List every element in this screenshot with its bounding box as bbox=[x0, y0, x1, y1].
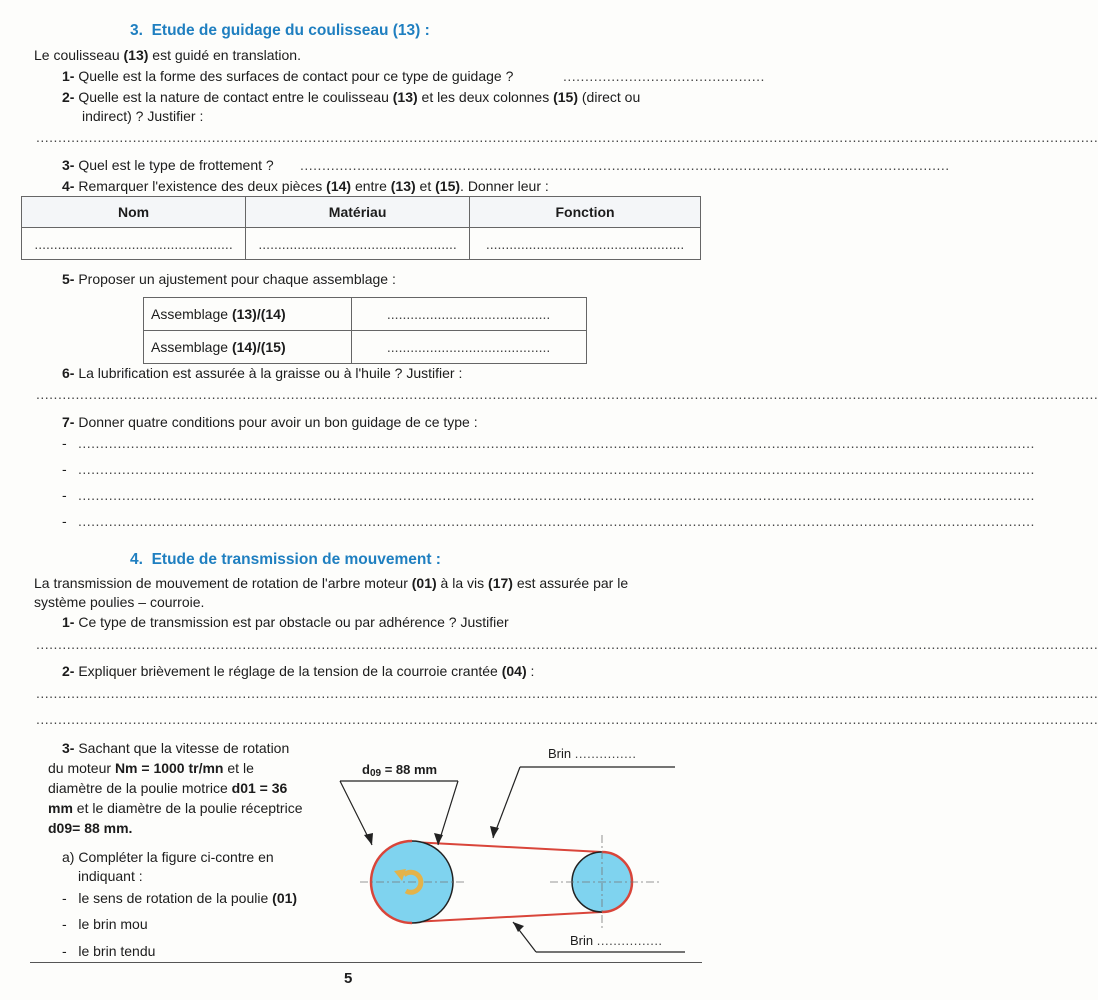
question-3-3: 3- Quel est le type de frottement ? bbox=[62, 157, 274, 173]
bullet: - bbox=[62, 461, 67, 477]
pieces-table-row bbox=[22, 228, 701, 260]
qa-item: - le sens de rotation de la poulie (01) bbox=[62, 890, 298, 906]
question-3-2-line2: indirect) ? Justifier : bbox=[82, 108, 204, 124]
col-materiau: Matériau bbox=[246, 197, 470, 228]
arrowhead-icon bbox=[490, 826, 499, 838]
question-4-3: 3- Sachant que la vitesse de rotation bbox=[62, 740, 290, 756]
question-4-1: 1- Ce type de transmission est par obstacle ou par adhérence ? Justifier bbox=[62, 614, 509, 630]
answer-4-1-line[interactable]: .................................................................................................................................................................................................................................................. bbox=[36, 636, 1098, 652]
fonction-answer-cell[interactable]: ................................................... bbox=[470, 228, 701, 260]
col-nom: Nom bbox=[22, 197, 246, 228]
brin-lower-answer[interactable]: ................ bbox=[596, 933, 663, 948]
materiau-answer-cell[interactable]: ................................................... bbox=[246, 228, 470, 260]
d09-label: $d_{09} = 88$ mm bbox=[362, 762, 438, 779]
question-4-3-line2: du moteur Nm = 1000 tr/mn et le bbox=[48, 760, 254, 776]
section3-intro: Le coulisseau (13) est guidé en translation. bbox=[34, 47, 301, 63]
col-fonction: Fonction bbox=[470, 197, 701, 228]
condition-answer-line[interactable]: .......................................................................................................................................................................................................................... bbox=[78, 513, 1035, 529]
question-3-5: 5- Proposer un ajustement pour chaque assemblage : bbox=[62, 271, 396, 287]
bullet: - bbox=[62, 435, 67, 451]
qa-item: - le brin mou bbox=[62, 916, 148, 932]
section4-title: Etude de transmission de mouvement : bbox=[151, 551, 441, 568]
qa-item: - le brin tendu bbox=[62, 943, 156, 959]
question-4-3-line5: d09= 88 mm. bbox=[48, 820, 133, 836]
brin-lower-label: Brin ................ bbox=[570, 933, 663, 948]
section4-number: 4. bbox=[130, 551, 143, 568]
question-3-1: 1- Quelle est la forme des surfaces de contact pour ce type de guidage ? bbox=[62, 68, 514, 84]
belt-upper-strand bbox=[412, 842, 602, 852]
question-4-3a: a) Compléter la figure ci-contre en bbox=[62, 849, 274, 865]
question-4-3-line3: diamètre de la poulie motrice d01 = 36 bbox=[48, 780, 288, 796]
section4-intro-line2: système poulies – courroie. bbox=[34, 594, 205, 610]
ajustement-answer-cell[interactable]: .......................................... bbox=[352, 298, 587, 331]
section3-title: Etude de guidage du coulisseau (13) : bbox=[151, 22, 430, 39]
assemblage-row bbox=[144, 298, 587, 331]
question-4-3a-line2: indiquant : bbox=[78, 868, 143, 884]
question-3-2: 2- Quelle est la nature de contact entre le coulisseau (13) et les deux colonnes (15) (direct ou bbox=[62, 89, 641, 105]
nom-answer-cell[interactable]: ................................................... bbox=[22, 228, 246, 260]
section4-heading bbox=[130, 551, 441, 569]
pieces-table bbox=[21, 196, 701, 260]
footer-divider bbox=[30, 962, 702, 963]
arrowhead-icon bbox=[513, 922, 524, 932]
answer-4-2-line[interactable]: .................................................................................................................................................................................................................................................. bbox=[36, 711, 1098, 727]
answer-4-2-line[interactable]: .................................................................................................................................................................................................................................................. bbox=[36, 685, 1098, 701]
question-3-4: 4- Remarquer l'existence des deux pièces (14) entre (13) et (15). Donner leur : bbox=[62, 178, 549, 194]
ajustement-answer-cell[interactable]: .......................................... bbox=[352, 331, 587, 364]
pieces-table-header bbox=[22, 197, 701, 228]
condition-answer-line[interactable]: .......................................................................................................................................................................................................................... bbox=[78, 487, 1035, 503]
assemblage-label: Assemblage (14)/(15) bbox=[144, 331, 352, 364]
upper-brin-arrow bbox=[493, 767, 520, 838]
question-4-2: 2- Expliquer brièvement le réglage de la tension de la courroie crantée (04) : bbox=[62, 663, 535, 679]
answer-3-1-line[interactable]: .............................................. bbox=[563, 68, 765, 84]
belt-lower-strand bbox=[412, 912, 602, 922]
brin-upper-label: Brin ............... bbox=[548, 746, 637, 761]
condition-answer-line[interactable]: .......................................................................................................................................................................................................................... bbox=[78, 435, 1035, 451]
bullet: - bbox=[62, 487, 67, 503]
assemblage-row bbox=[144, 331, 587, 364]
assemblage-label: Assemblage (13)/(14) bbox=[144, 298, 352, 331]
answer-3-3-line[interactable]: .................................................................................................................................................... bbox=[300, 157, 950, 173]
arrowhead-icon bbox=[364, 833, 373, 845]
section3-number: 3. bbox=[130, 22, 143, 39]
ajustement-table bbox=[143, 297, 587, 364]
page-number: 5 bbox=[344, 970, 353, 987]
question-3-6: 6- La lubrification est assurée à la graisse ou à l'huile ? Justifier : bbox=[62, 365, 463, 381]
condition-answer-line[interactable]: .......................................................................................................................................................................................................................... bbox=[78, 461, 1035, 477]
question-3-7: 7- Donner quatre conditions pour avoir un bon guidage de ce type : bbox=[62, 414, 478, 430]
section3-heading bbox=[130, 22, 430, 40]
question-4-3-line4: mm et le diamètre de la poulie réceptrice bbox=[48, 800, 303, 816]
answer-3-6-line[interactable]: .................................................................................................................................................................................................................................................. bbox=[36, 386, 1098, 402]
brin-upper-answer[interactable]: ............... bbox=[574, 746, 637, 761]
section4-intro: La transmission de mouvement de rotation de l'arbre moteur (01) à la vis (17) est assurée par le bbox=[34, 575, 629, 591]
answer-3-2-line[interactable]: .................................................................................................................................................................................................................................................. bbox=[36, 129, 1098, 145]
bullet: - bbox=[62, 513, 67, 529]
